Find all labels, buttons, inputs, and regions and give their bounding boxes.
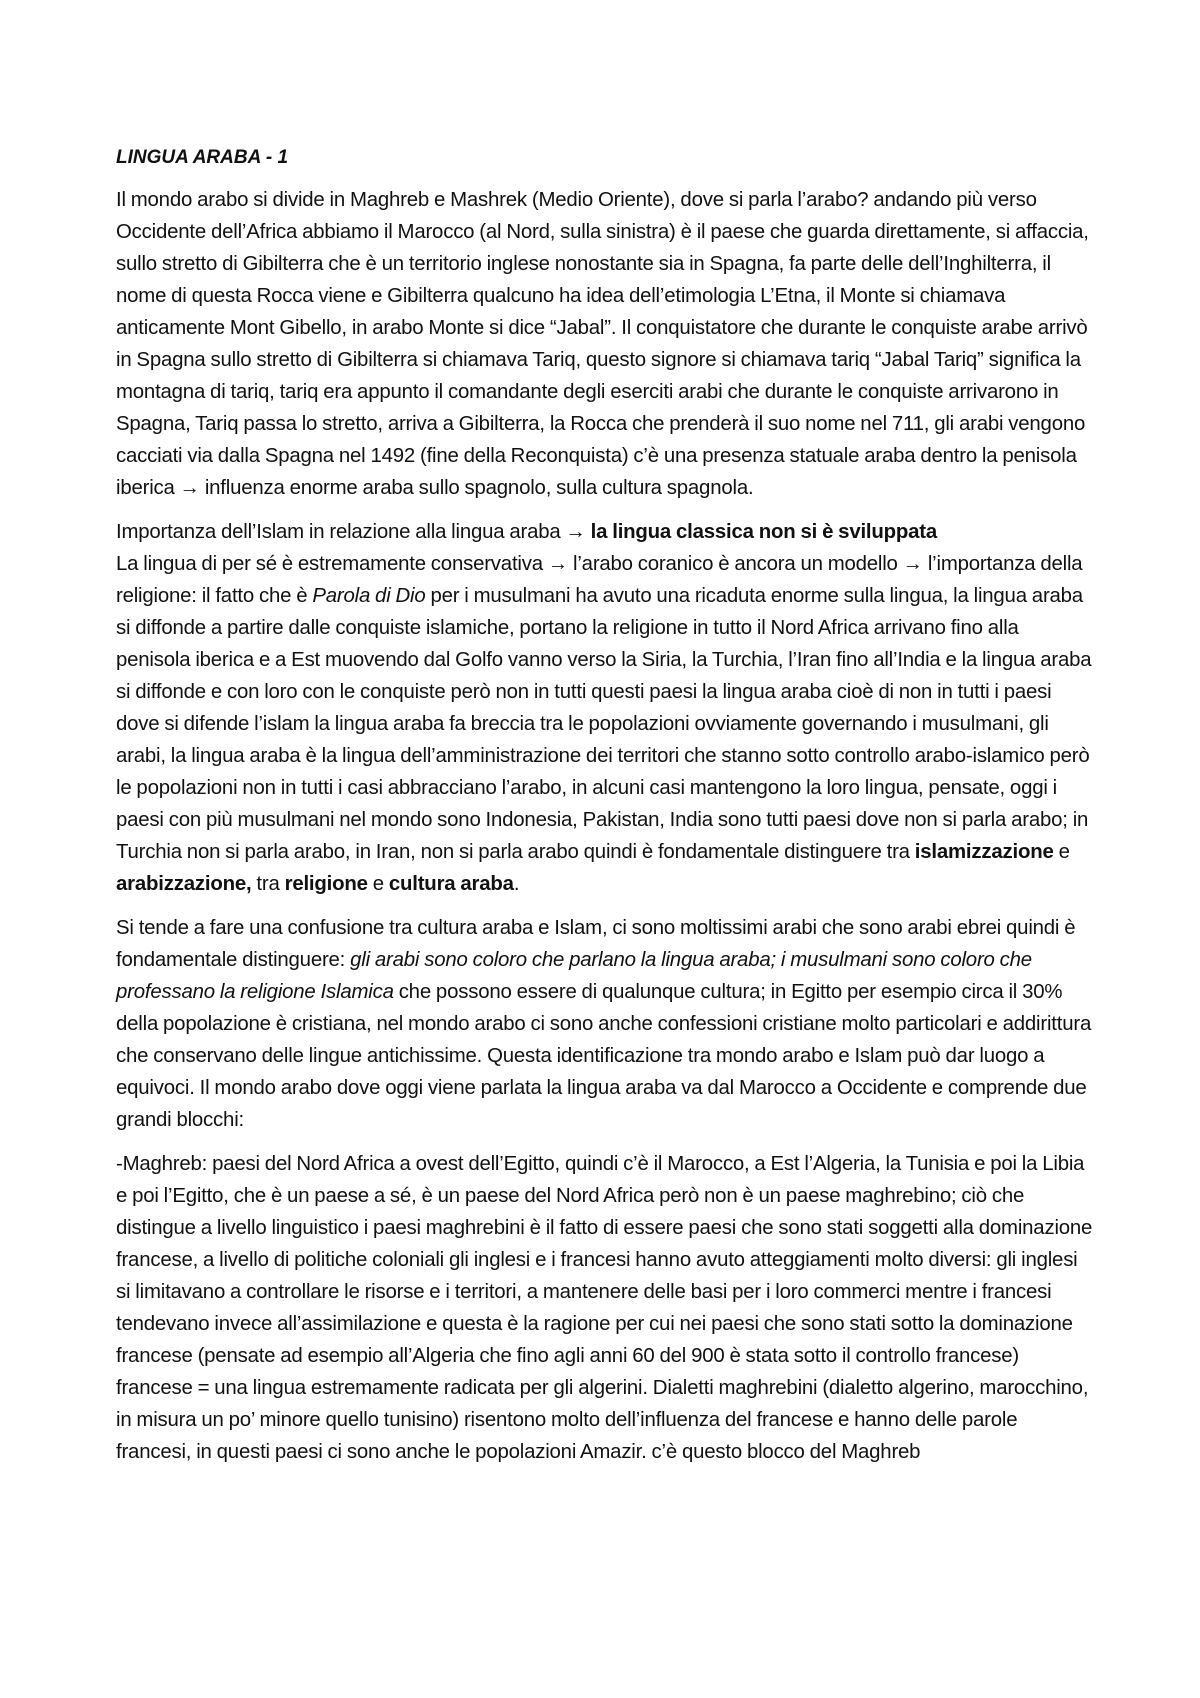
bold-text: islamizzazione [914, 841, 1054, 863]
paragraph-text: Importanza dell’Islam in relazione alla lingua araba [116, 521, 561, 543]
arrow-icon: → [547, 553, 569, 575]
paragraph-text: tra [256, 873, 280, 895]
paragraph-text: e [1058, 841, 1070, 863]
paragraph-text: l’arabo coranico è ancora un modello [573, 553, 898, 575]
document-page [116, 146, 1096, 1480]
bold-text: arabizzazione, [116, 873, 252, 895]
document-title: LINGUA ARABA - 1 [116, 147, 289, 168]
paragraph-text: Si tende a fare una confusione tra cultura araba e Islam, ci sono moltissimi arabi che sono arabi ebrei quindi è fondamentale distinguere: [116, 917, 1076, 971]
paragraph-text: Il mondo arabo si divide in Maghreb e Mashrek (Medio Oriente), dove si parla l’arabo? andando più verso Occidente dell’Africa abbiamo il Marocco (al Nord, sulla sinistra) è il paese che guarda direttamente, si affaccia, sullo stretto di Gibilterra che è un territorio inglese nonostante sia in Spagna, fa parte delle dell’Inghilterra, il nome di questa Rocca viene e Gibilterra qualcuno ha idea dell’etimologia L’Etna, il Monte si chiamava anticamente Mont Gibello, in arabo Monte si dice “Jabal”. Il conquistatore che durante le conquiste arabe arrivò in Spagna sullo stretto di Gibilterra si chiamava Tariq, questo signore si chiamava tariq “Jabal Tariq” significa la montagna di tariq, tariq era appunto il comandante degli eserciti arabi che durante le conquiste arrivarono in Spagna, Tariq passa lo stretto, arriva a Gibilterra, la Rocca che prenderà il suo nome nel 711, gli arabi vengono cacciati via dalla Spagna nel 1492 (fine della Reconquista) c’è una presenza statuale araba dentro la penisola iberica [116, 189, 1089, 499]
paragraph-text: che possono essere di qualunque cultura; in Egitto per esempio circa il 30% della popolazione è cristiana, nel mondo arabo ci sono anche confessioni cristiane molto particolari e addirittura che conservano delle lingue antichissime. Questa identificazione tra mondo arabo e Islam può dar luogo a equivoci. Il mondo arabo dove oggi viene parlata la lingua araba va dal Marocco a Occidente e comprende due grandi blocchi: [116, 981, 1092, 1131]
paragraph-conservative-language [116, 548, 1096, 900]
paragraph-text: l’importanza della religione: il fatto che è [116, 553, 1083, 607]
bold-text: cultura araba [388, 873, 514, 895]
italic-text: Parola di Dio [312, 585, 426, 607]
paragraph-text: influenza enorme araba sullo spagnolo, sulla cultura spagnola. [204, 477, 754, 499]
bold-text: religione [284, 873, 368, 895]
paragraph-islam-importance [116, 516, 1096, 548]
paragraph-text: e [372, 873, 384, 895]
paragraph-text: -Maghreb: paesi del Nord Africa a ovest dell’Egitto, quindi c’è il Marocco, a Est l’Algeria, la Tunisia e poi la Libia e poi l’Egitto, che è un paese a sé, è un paese del Nord Africa però non è un paese maghrebino; ciò che distingue a livello linguistico i paesi maghrebini è il fatto di essere paesi che sono stati soggetti alla dominazione francese, a livello di politiche coloniali gli inglesi e i francesi hanno avuto atteggiamenti molto diversi: gli inglesi si limitavano a controllare le risorse e i territori, a mantenere delle basi per i loro commerci mentre i francesi tendevano invece all’assimilazione e questa è la ragione per cui nei paesi che sono stati sotto la dominazione francese (pensate ad esempio all’Algeria che fino agli anni 60 del 900 è stata sotto il controllo francese) francese = una lingua estremamente radicata per gli algerini. Dialetti maghrebini (dialetto algerino, marocchino, in misura un po’ minore quello tunisino) risentono molto dell’influenza del francese e hanno delle parole francesi, in questi paesi ci sono anche le popolazioni Amazir. c’è questo blocco del Maghreb [116, 1153, 1093, 1463]
paragraph-maghreb [116, 1148, 1096, 1468]
italic-text: gli arabi sono coloro che parlano la lingua araba; i musulmani sono coloro che professano la religione Islamica [116, 949, 1032, 1003]
paragraph-text: per i musulmani ha avuto una ricaduta enorme sulla lingua, la lingua araba si diffonde a partire dalle conquiste islamiche, portano la religione in tutto il Nord Africa arrivano fino alla penisola iberica e a Est muovendo dal Golfo vanno verso la Siria, la Turchia, l’Iran fino all’India e la lingua araba si diffonde e con loro con le conquiste però non in tutti questi paesi la lingua araba cioè di non in tutti i paesi dove si difende l’islam la lingua araba fa breccia tra le popolazioni ovviamente governando i musulmani, gli arabi, la lingua araba è la lingua dell’amministrazione dei territori che stanno sotto controllo arabo-islamico però le popolazioni non in tutti i casi abbracciano l’arabo, in alcuni casi mantengono la loro lingua, pensate, oggi i paesi con più musulmani nel mondo sono Indonesia, Pakistan, India sono tutti paesi dove non si parla arabo; in Turchia non si parla arabo, in Iran, non si parla arabo quindi è fondamentale distinguere tra [116, 585, 1092, 863]
arrow-icon: → [179, 477, 200, 499]
paragraph-arab-islam-distinction [116, 912, 1096, 1136]
arrow-icon: → [902, 553, 923, 575]
bold-text: la lingua classica non si è sviluppata [590, 521, 938, 543]
paragraph-maghreb-mashrek [116, 184, 1096, 504]
paragraph-text: La lingua di per sé è estremamente conservativa [116, 553, 543, 575]
arrow-icon: → [565, 521, 586, 543]
paragraph-text: . [513, 873, 520, 895]
